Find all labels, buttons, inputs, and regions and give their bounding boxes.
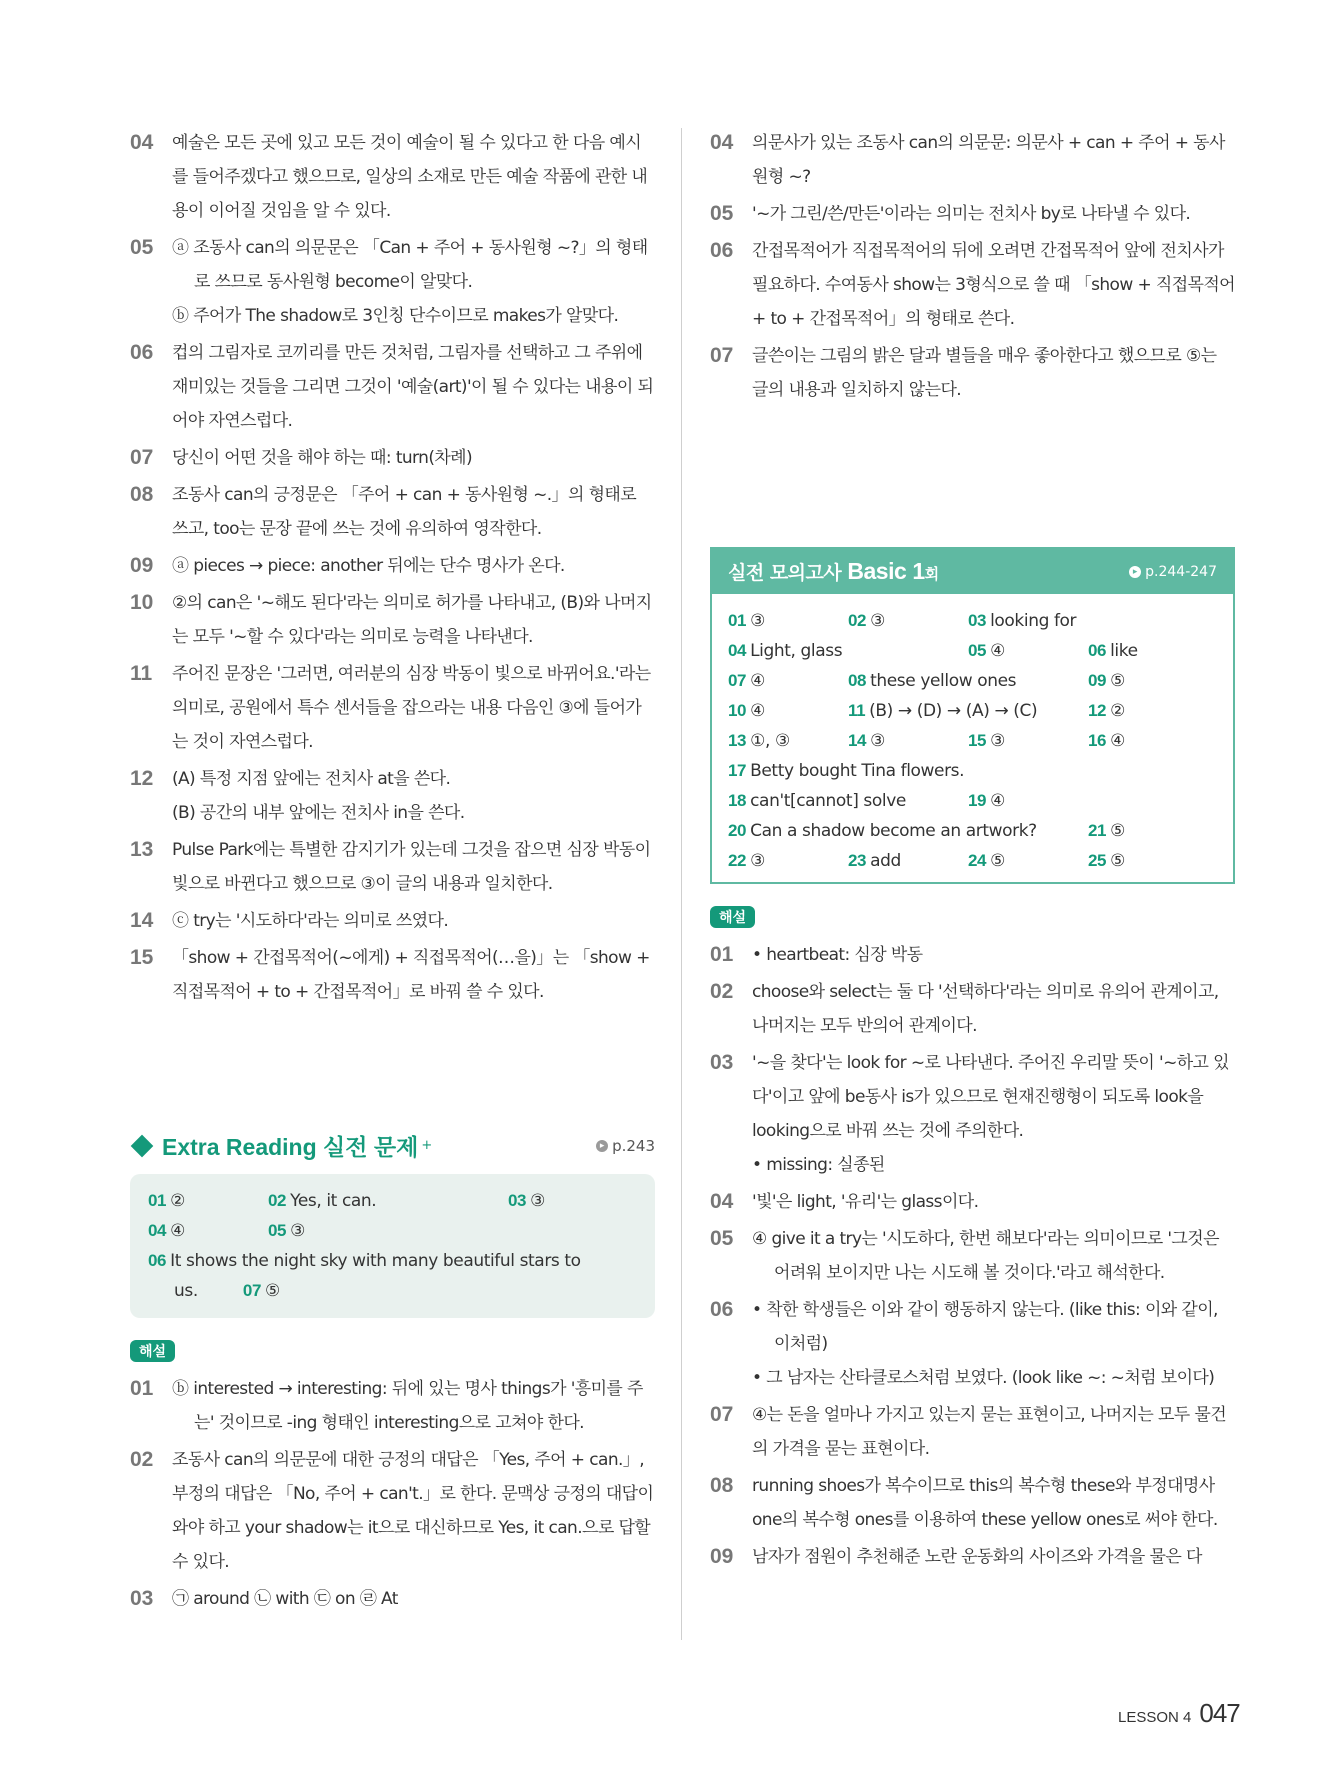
item-text: 예술은 모든 곳에 있고 모든 것이 예술이 될 수 있다고 한 다음 예시를 들어주겠다고 했으므로, 일상의 소재로 만든 예술 작품에 관한 내용이 이어질 것임을 알 수 있다. bbox=[172, 133, 648, 221]
plus-mark: + bbox=[421, 1138, 433, 1153]
item-text: Pulse Park에는 특별한 감지기가 있는데 그것을 잡으면 심장 박동이 빛으로 바뀐다고 했으므로 ③이 글의 내용과 일치한다. bbox=[172, 840, 651, 894]
explanation-item bbox=[710, 1222, 1235, 1290]
answer-key-box bbox=[130, 1174, 655, 1318]
item-text: 주어진 문장은 '그러면, 여러분의 심장 박동이 빛으로 바뀌어요.'라는 의미로, 공원에서 특수 센서들을 잡으라는 내용 다음인 ③에 들어가는 것이 자연스럽다. bbox=[172, 664, 651, 752]
explanation-item bbox=[130, 657, 655, 759]
item-number: 11 bbox=[130, 662, 153, 685]
extra-reading-header bbox=[130, 1129, 655, 1162]
explanation-item bbox=[130, 762, 655, 830]
answer-cell: 23 add bbox=[848, 851, 901, 871]
page-number: 047 bbox=[1199, 1698, 1240, 1728]
item-text: 컵의 그림자로 코끼리를 만든 것처럼, 그림자를 선택하고 그 주위에 재미있는 것들을 그리면 그것이 '예술(art)'이 될 수 있다는 내용이 되어야 자연스럽다. bbox=[172, 343, 654, 431]
answer-cell: 02 Yes, it can. bbox=[268, 1191, 377, 1211]
item-number: 08 bbox=[710, 1474, 734, 1497]
explanation-item bbox=[710, 1540, 1235, 1574]
item-text: 남자가 점원이 추천해준 노란 운동화의 사이즈와 가격을 물은 다 bbox=[752, 1547, 1202, 1567]
mock-test-header bbox=[712, 549, 1233, 594]
answer-cell: 17 Betty bought Tina flowers. bbox=[728, 761, 965, 781]
item-number: 03 bbox=[710, 1051, 734, 1074]
answer-cell: 01 ② bbox=[148, 1191, 185, 1211]
answer-cell: 13 ①, ③ bbox=[728, 731, 790, 751]
answer-cell: 01 ③ bbox=[728, 611, 765, 631]
item-text: • 착한 학생들은 이와 같이 행동하지 않는다. (like this: 이와 같이, 이처럼) bbox=[752, 1300, 1218, 1354]
explanation-item bbox=[130, 549, 655, 583]
column-divider bbox=[681, 128, 682, 1640]
item-text: ④는 돈을 얼마나 가지고 있는지 묻는 표현이고, 나머지는 모두 물건의 가격을 묻는 표현이다. bbox=[752, 1405, 1227, 1459]
answer-cell: 04 Light, glass bbox=[728, 641, 843, 661]
item-text: ⓐ 조동사 can의 의문문은 「Can + 주어 + 동사원형 ~?」의 형태로 쓰므로 동사원형 become이 알맞다. bbox=[172, 238, 648, 292]
item-number: 01 bbox=[130, 1377, 154, 1400]
explanation-item bbox=[130, 336, 655, 438]
answer-cell: 22 ③ bbox=[728, 851, 765, 871]
item-number: 04 bbox=[130, 131, 154, 154]
item-text: 간접목적어가 직접목적어의 뒤에 오려면 간접목적어 앞에 전치사가 필요하다. 수여동사 show는 3형식으로 쓸 때 「show + 직접목적어 + to + 간접목적어」의 형태로 쓴다. bbox=[752, 241, 1236, 329]
explanation-item bbox=[130, 833, 655, 901]
answer-cell: 08 these yellow ones bbox=[848, 671, 1017, 691]
explanation-item bbox=[130, 1443, 655, 1579]
explanation-item bbox=[710, 1398, 1235, 1466]
explanation-list-top bbox=[130, 126, 655, 1009]
item-number: 05 bbox=[710, 1227, 734, 1250]
item-text: running shoes가 복수이므로 this의 복수형 these와 부정대명사 one의 복수형 ones를 이용하여 these yellow ones로 써야 한다. bbox=[752, 1476, 1218, 1530]
mock-test-title: 실전 모의고사 Basic 1회 bbox=[728, 558, 939, 584]
explanation-item bbox=[710, 975, 1235, 1043]
answer-cell: 03 ③ bbox=[508, 1191, 545, 1211]
right-column bbox=[710, 126, 1235, 1577]
item-number: 15 bbox=[130, 946, 154, 969]
explanation-item bbox=[710, 1185, 1235, 1219]
item-number: 10 bbox=[130, 591, 154, 614]
item-text: 「show + 간접목적어(~에게) + 직접목적어(…을)」는 「show + 직접목적어 + to + 간접목적어」로 바꿔 쓸 수 있다. bbox=[172, 948, 650, 1002]
explanation-item bbox=[710, 234, 1235, 336]
item-number: 02 bbox=[130, 1448, 154, 1471]
answer-cell: 03 looking for bbox=[968, 611, 1077, 631]
answer-cell: 04 ④ bbox=[148, 1221, 185, 1241]
explanation-item bbox=[130, 441, 655, 475]
explanation-item bbox=[710, 339, 1235, 407]
page-reference-text: p.244-247 bbox=[1145, 563, 1217, 580]
item-text: '빛'은 light, '유리'는 glass이다. bbox=[752, 1192, 979, 1212]
item-text: ⓒ try는 '시도하다'라는 의미로 쓰였다. bbox=[172, 911, 449, 931]
answer-cell: 05 ④ bbox=[968, 641, 1005, 661]
item-number: 01 bbox=[710, 943, 734, 966]
item-number: 09 bbox=[130, 554, 154, 577]
item-number: 08 bbox=[130, 483, 154, 506]
item-text: (A) 특정 지점 앞에는 전치사 at을 쓴다. bbox=[172, 769, 451, 789]
item-number: 07 bbox=[710, 1403, 734, 1426]
diamond-icon bbox=[131, 1134, 154, 1157]
explanation-item bbox=[710, 197, 1235, 231]
explanation-item bbox=[710, 1046, 1235, 1182]
item-number: 03 bbox=[130, 1587, 154, 1610]
answer-cell: 19 ④ bbox=[968, 791, 1005, 811]
explanation-item bbox=[130, 231, 655, 333]
item-text: choose와 select는 둘 다 '선택하다'라는 의미로 유의어 관계이고, 나머지는 모두 반의어 관계이다. bbox=[752, 982, 1219, 1036]
page-footer bbox=[1118, 1698, 1240, 1729]
item-text: • 그 남자는 산타클로스처럼 보였다. (look like ~: ~처럼 보이다) bbox=[752, 1368, 1215, 1388]
item-number: 13 bbox=[130, 838, 154, 861]
item-number: 14 bbox=[130, 909, 154, 932]
page-reference bbox=[596, 1137, 655, 1155]
item-text: • heartbeat: 심장 박동 bbox=[752, 945, 923, 965]
item-number: 12 bbox=[130, 767, 154, 790]
explanation-item bbox=[130, 941, 655, 1009]
item-number: 02 bbox=[710, 980, 734, 1003]
answer-cell: 06 It shows the night sky with many beautiful stars to us. 07 ⑤ bbox=[148, 1251, 581, 1301]
explanation-item bbox=[130, 586, 655, 654]
item-text: 조동사 can의 의문문에 대한 긍정의 대답은 「Yes, 주어 + can.」, 부정의 대답은 「No, 주어 + can't.」로 한다. 문맥상 긍정의 대답이 와야 하고 your shadow는 it으로 대신하므로 Yes, it can.으로 답할 수 있다. bbox=[172, 1450, 654, 1572]
extra-reading-section bbox=[130, 1129, 655, 1616]
page-reference bbox=[1129, 564, 1217, 580]
item-text: ②의 can은 '~해도 된다'라는 의미로 허가를 나타내고, (B)와 나머지는 모두 '~할 수 있다'라는 의미로 능력을 나타낸다. bbox=[172, 593, 652, 647]
section-title: Extra Reading 실전 문제 bbox=[162, 1134, 419, 1160]
answer-cell: 16 ④ bbox=[1088, 731, 1125, 751]
explanation-item bbox=[130, 904, 655, 938]
left-column bbox=[130, 126, 655, 1619]
answer-grid bbox=[712, 594, 1233, 882]
page-reference-text: p.243 bbox=[612, 1136, 655, 1155]
item-text: '~가 그린/쓴/만든'이라는 의미는 전치사 by로 나타낼 수 있다. bbox=[752, 204, 1191, 224]
item-number: 06 bbox=[710, 1298, 734, 1321]
explanation-badge: 해설 bbox=[130, 1340, 175, 1362]
answer-cell: 21 ⑤ bbox=[1088, 821, 1125, 841]
item-number: 06 bbox=[130, 341, 154, 364]
explanation-item bbox=[130, 1582, 655, 1616]
answer-cell: 25 ⑤ bbox=[1088, 851, 1125, 871]
item-number: 09 bbox=[710, 1545, 734, 1568]
item-number: 04 bbox=[710, 1190, 734, 1213]
answer-cell: 07 ④ bbox=[728, 671, 765, 691]
answer-cell: 18 can't[cannot] solve bbox=[728, 791, 906, 811]
item-text: 의문사가 있는 조동사 can의 의문문: 의문사 + can + 주어 + 동사원형 ~? bbox=[752, 133, 1225, 187]
explanation-item bbox=[710, 1293, 1235, 1395]
answer-cell: 20 Can a shadow become an artwork? bbox=[728, 821, 1037, 841]
item-number: 05 bbox=[130, 236, 154, 259]
explanation-list-top bbox=[710, 126, 1235, 407]
answer-cell: 11 (B) → (D) → (A) → (C) bbox=[848, 701, 1038, 721]
answer-cell: 09 ⑤ bbox=[1088, 671, 1125, 691]
arrow-right-icon: ▸ bbox=[596, 1140, 608, 1152]
explanation-item bbox=[130, 1372, 655, 1440]
explanation-item bbox=[130, 478, 655, 546]
arrow-right-icon: ▸ bbox=[1129, 566, 1141, 578]
explanation-badge: 해설 bbox=[710, 906, 755, 928]
item-text: ⓑ 주어가 The shadow로 3인칭 단수이므로 makes가 알맞다. bbox=[172, 306, 619, 326]
mock-test-answer-box bbox=[710, 547, 1235, 884]
item-text: 당신이 어떤 것을 해야 하는 때: turn(차례) bbox=[172, 448, 473, 468]
item-text: ㉠ around ㉡ with ㉢ on ㉣ At bbox=[172, 1589, 398, 1609]
answer-cell: 10 ④ bbox=[728, 701, 765, 721]
answer-cell: 05 ③ bbox=[268, 1221, 305, 1241]
answer-cell: 14 ③ bbox=[848, 731, 885, 751]
item-text: ④ give it a try는 '시도하다, 한번 해보다'라는 의미이므로 '그것은 어려워 보이지만 나는 시도해 볼 것이다.'라고 해석한다. bbox=[752, 1229, 1219, 1283]
explanation-item bbox=[710, 1469, 1235, 1537]
answer-cell: 12 ② bbox=[1088, 701, 1125, 721]
item-number: 06 bbox=[710, 239, 734, 262]
item-text: '~을 찾다'는 look for ~로 나타낸다. 주어진 우리말 뜻이 '~하고 있다'이고 앞에 be동사 is가 있으므로 현재진행형이 되도록 look을 looking으로 바꿔 쓰는 것에 주의한다. bbox=[752, 1053, 1229, 1141]
item-number: 07 bbox=[710, 344, 734, 367]
item-text: ⓐ pieces → piece: another 뒤에는 단수 명사가 온다. bbox=[172, 556, 565, 576]
answer-cell: 24 ⑤ bbox=[968, 851, 1005, 871]
lesson-label: LESSON 4 bbox=[1118, 1709, 1192, 1726]
answer-cell: 06 like bbox=[1088, 641, 1138, 661]
explanation-item bbox=[710, 938, 1235, 972]
explanation-item bbox=[130, 126, 655, 228]
item-number: 07 bbox=[130, 446, 154, 469]
item-number: 05 bbox=[710, 202, 734, 225]
item-text: (B) 공간의 내부 앞에는 전치사 in을 쓴다. bbox=[172, 803, 465, 823]
item-text: 조동사 can의 긍정문은 「주어 + can + 동사원형 ~.」의 형태로 쓰고, too는 문장 끝에 쓰는 것에 유의하여 영작한다. bbox=[172, 485, 637, 539]
item-text: • missing: 실종된 bbox=[752, 1155, 885, 1175]
item-text: 글쓴이는 그림의 밝은 달과 별들을 매우 좋아한다고 했으므로 ⑤는 글의 내용과 일치하지 않는다. bbox=[752, 346, 1217, 400]
answer-cell: 15 ③ bbox=[968, 731, 1005, 751]
item-text: ⓑ interested → interesting: 뒤에 있는 명사 things가 '흥미를 주는' 것이므로 -ing 형태인 interesting으로 고쳐야 한다. bbox=[172, 1379, 643, 1433]
answer-cell: 02 ③ bbox=[848, 611, 885, 631]
item-number: 04 bbox=[710, 131, 734, 154]
explanation-item bbox=[710, 126, 1235, 194]
